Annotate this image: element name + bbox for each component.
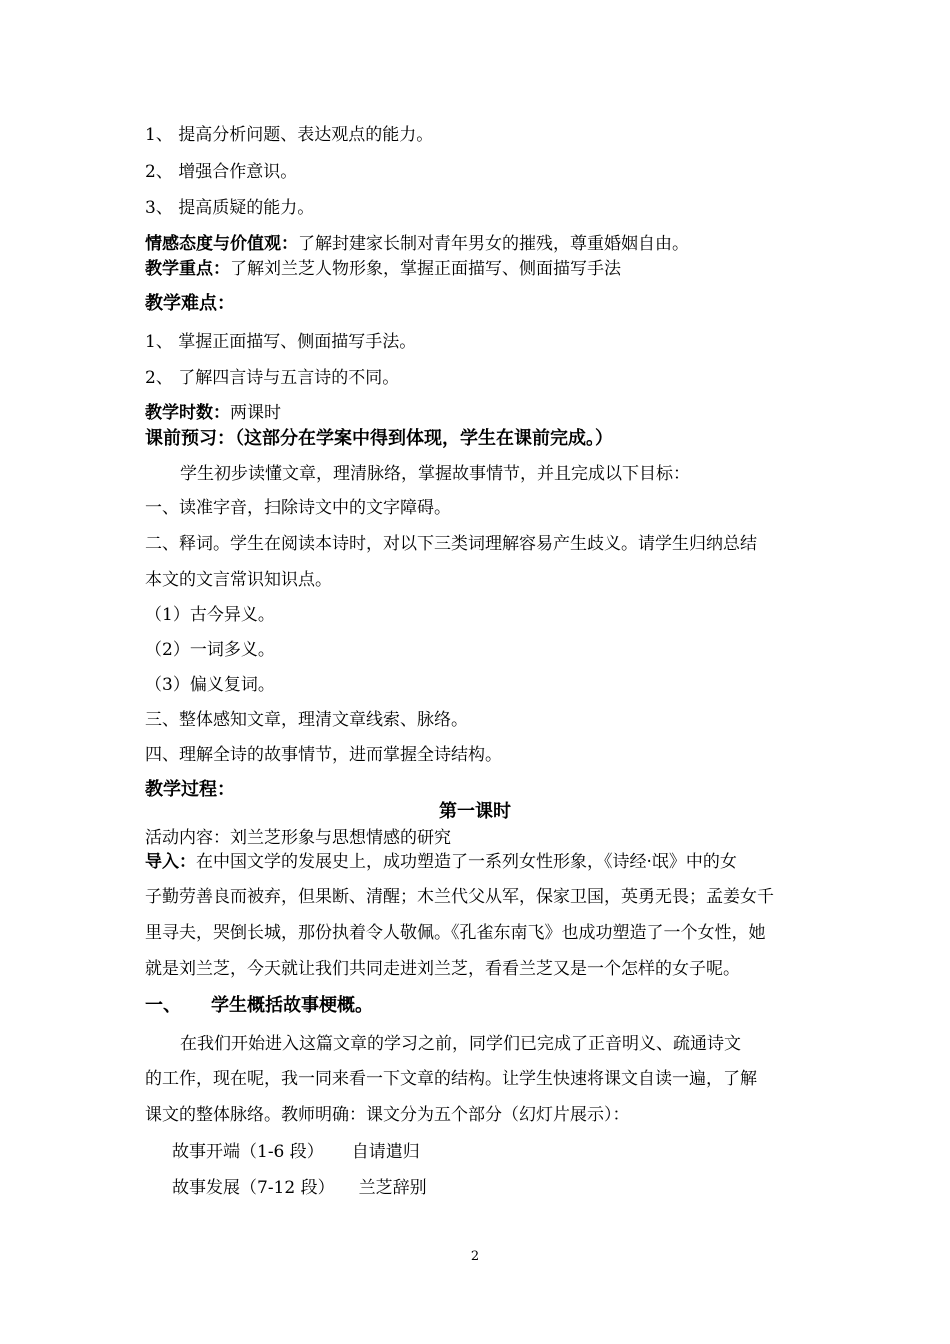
ability-item-3: 3、 提高质疑的能力。 (145, 198, 315, 218)
story-part-1-name: 故事开端（1-6 段） (172, 1142, 324, 1162)
preview-item-2a: 二、释词。学生在阅读本诗时，对以下三类词理解容易产生歧义。请学生归纳总结 (145, 534, 757, 554)
focus-text: 了解刘兰芝人物形象，掌握正面描写、侧面描写手法 (230, 259, 621, 279)
section-1-para-a: 在我们开始进入这篇文章的学习之前，同学们已完成了正音明义、疏通诗文 (180, 1034, 741, 1054)
preview-item-4: 四、理解全诗的故事情节，进而掌握全诗结构。 (145, 745, 502, 765)
preview-item-3: 三、整体感知文章，理清文章线索、脉络。 (145, 710, 468, 730)
difficulty-heading: 教学难点： (145, 293, 235, 314)
word-type-1: （1）古今异义。 (145, 605, 275, 625)
intro-line-4: 就是刘兰芝，今天就让我们共同走进刘兰芝，看看兰芝又是一个怎样的女子呢。 (145, 959, 740, 979)
preview-para: 学生初步读懂文章，理清脉络，掌握故事情节，并且完成以下目标： (180, 464, 690, 484)
ability-item-2: 2、 增强合作意识。 (145, 162, 298, 182)
difficulty-item-2: 2、 了解四言诗与五言诗的不同。 (145, 368, 400, 388)
section-1-para-c: 课文的整体脉络。教师明确：课文分为五个部分（幻灯片展示）： (145, 1105, 630, 1125)
preview-heading: 课前预习：（这部分在学案中得到体现，学生在课前完成。） (145, 428, 613, 449)
intro-line-1 (145, 851, 737, 873)
word-type-2: （2）一词多义。 (145, 640, 275, 660)
intro-line-2: 子勤劳善良而被弃，但果断、清醒；木兰代父从军，保家卫国，英勇无畏；孟姜女千 (145, 887, 774, 907)
lesson-title: 第一课时 (439, 801, 511, 822)
preview-item-2b: 本文的文言常识知识点。 (145, 570, 332, 590)
hours-label: 教学时数： (145, 403, 230, 423)
story-part-2-desc: 兰芝辞别 (358, 1178, 427, 1198)
story-part-1-desc: 自请遣归 (351, 1142, 420, 1162)
activity-line: 活动内容：刘兰芝形象与思想情感的研究 (145, 828, 451, 848)
emotion-label: 情感态度与价值观： (145, 234, 298, 254)
emotion-line (145, 233, 689, 255)
process-heading: 教学过程： (145, 779, 235, 800)
focus-label: 教学重点： (145, 259, 230, 279)
ability-item-1: 1、 提高分析问题、表达观点的能力。 (145, 125, 434, 145)
hours-line (145, 402, 281, 424)
word-type-3: （3）偏义复词。 (145, 675, 275, 695)
difficulty-item-1: 1、 掌握正面描写、侧面描写手法。 (145, 332, 417, 352)
story-part-1 (172, 1141, 420, 1163)
intro-text: 在中国文学的发展史上，成功塑造了一系列女性形象，《诗经·氓》中的女 (196, 852, 737, 872)
intro-label: 导入： (145, 852, 196, 872)
focus-line (145, 258, 621, 280)
story-part-2-name: 故事发展（7-12 段） (172, 1178, 335, 1198)
preview-item-1: 一、读准字音，扫除诗文中的文字障碍。 (145, 498, 451, 518)
hours-text: 两课时 (230, 403, 281, 423)
intro-line-3: 里寻夫，哭倒长城，那份执着令人敬佩。《孔雀东南飞》也成功塑造了一个女性，她 (145, 923, 766, 943)
section-1-title: 学生概括故事梗概。 (211, 995, 373, 1016)
section-1-heading (145, 995, 373, 1017)
story-part-2 (172, 1177, 427, 1199)
emotion-text: 了解封建家长制对青年男女的摧残，尊重婚姻自由。 (298, 234, 689, 254)
page-number: 2 (470, 1249, 480, 1264)
section-1-para-b: 的工作，现在呢，我一同来看一下文章的结构。让学生快速将课文自读一遍，了解 (145, 1069, 757, 1089)
section-1-number: 一、 (145, 995, 181, 1016)
